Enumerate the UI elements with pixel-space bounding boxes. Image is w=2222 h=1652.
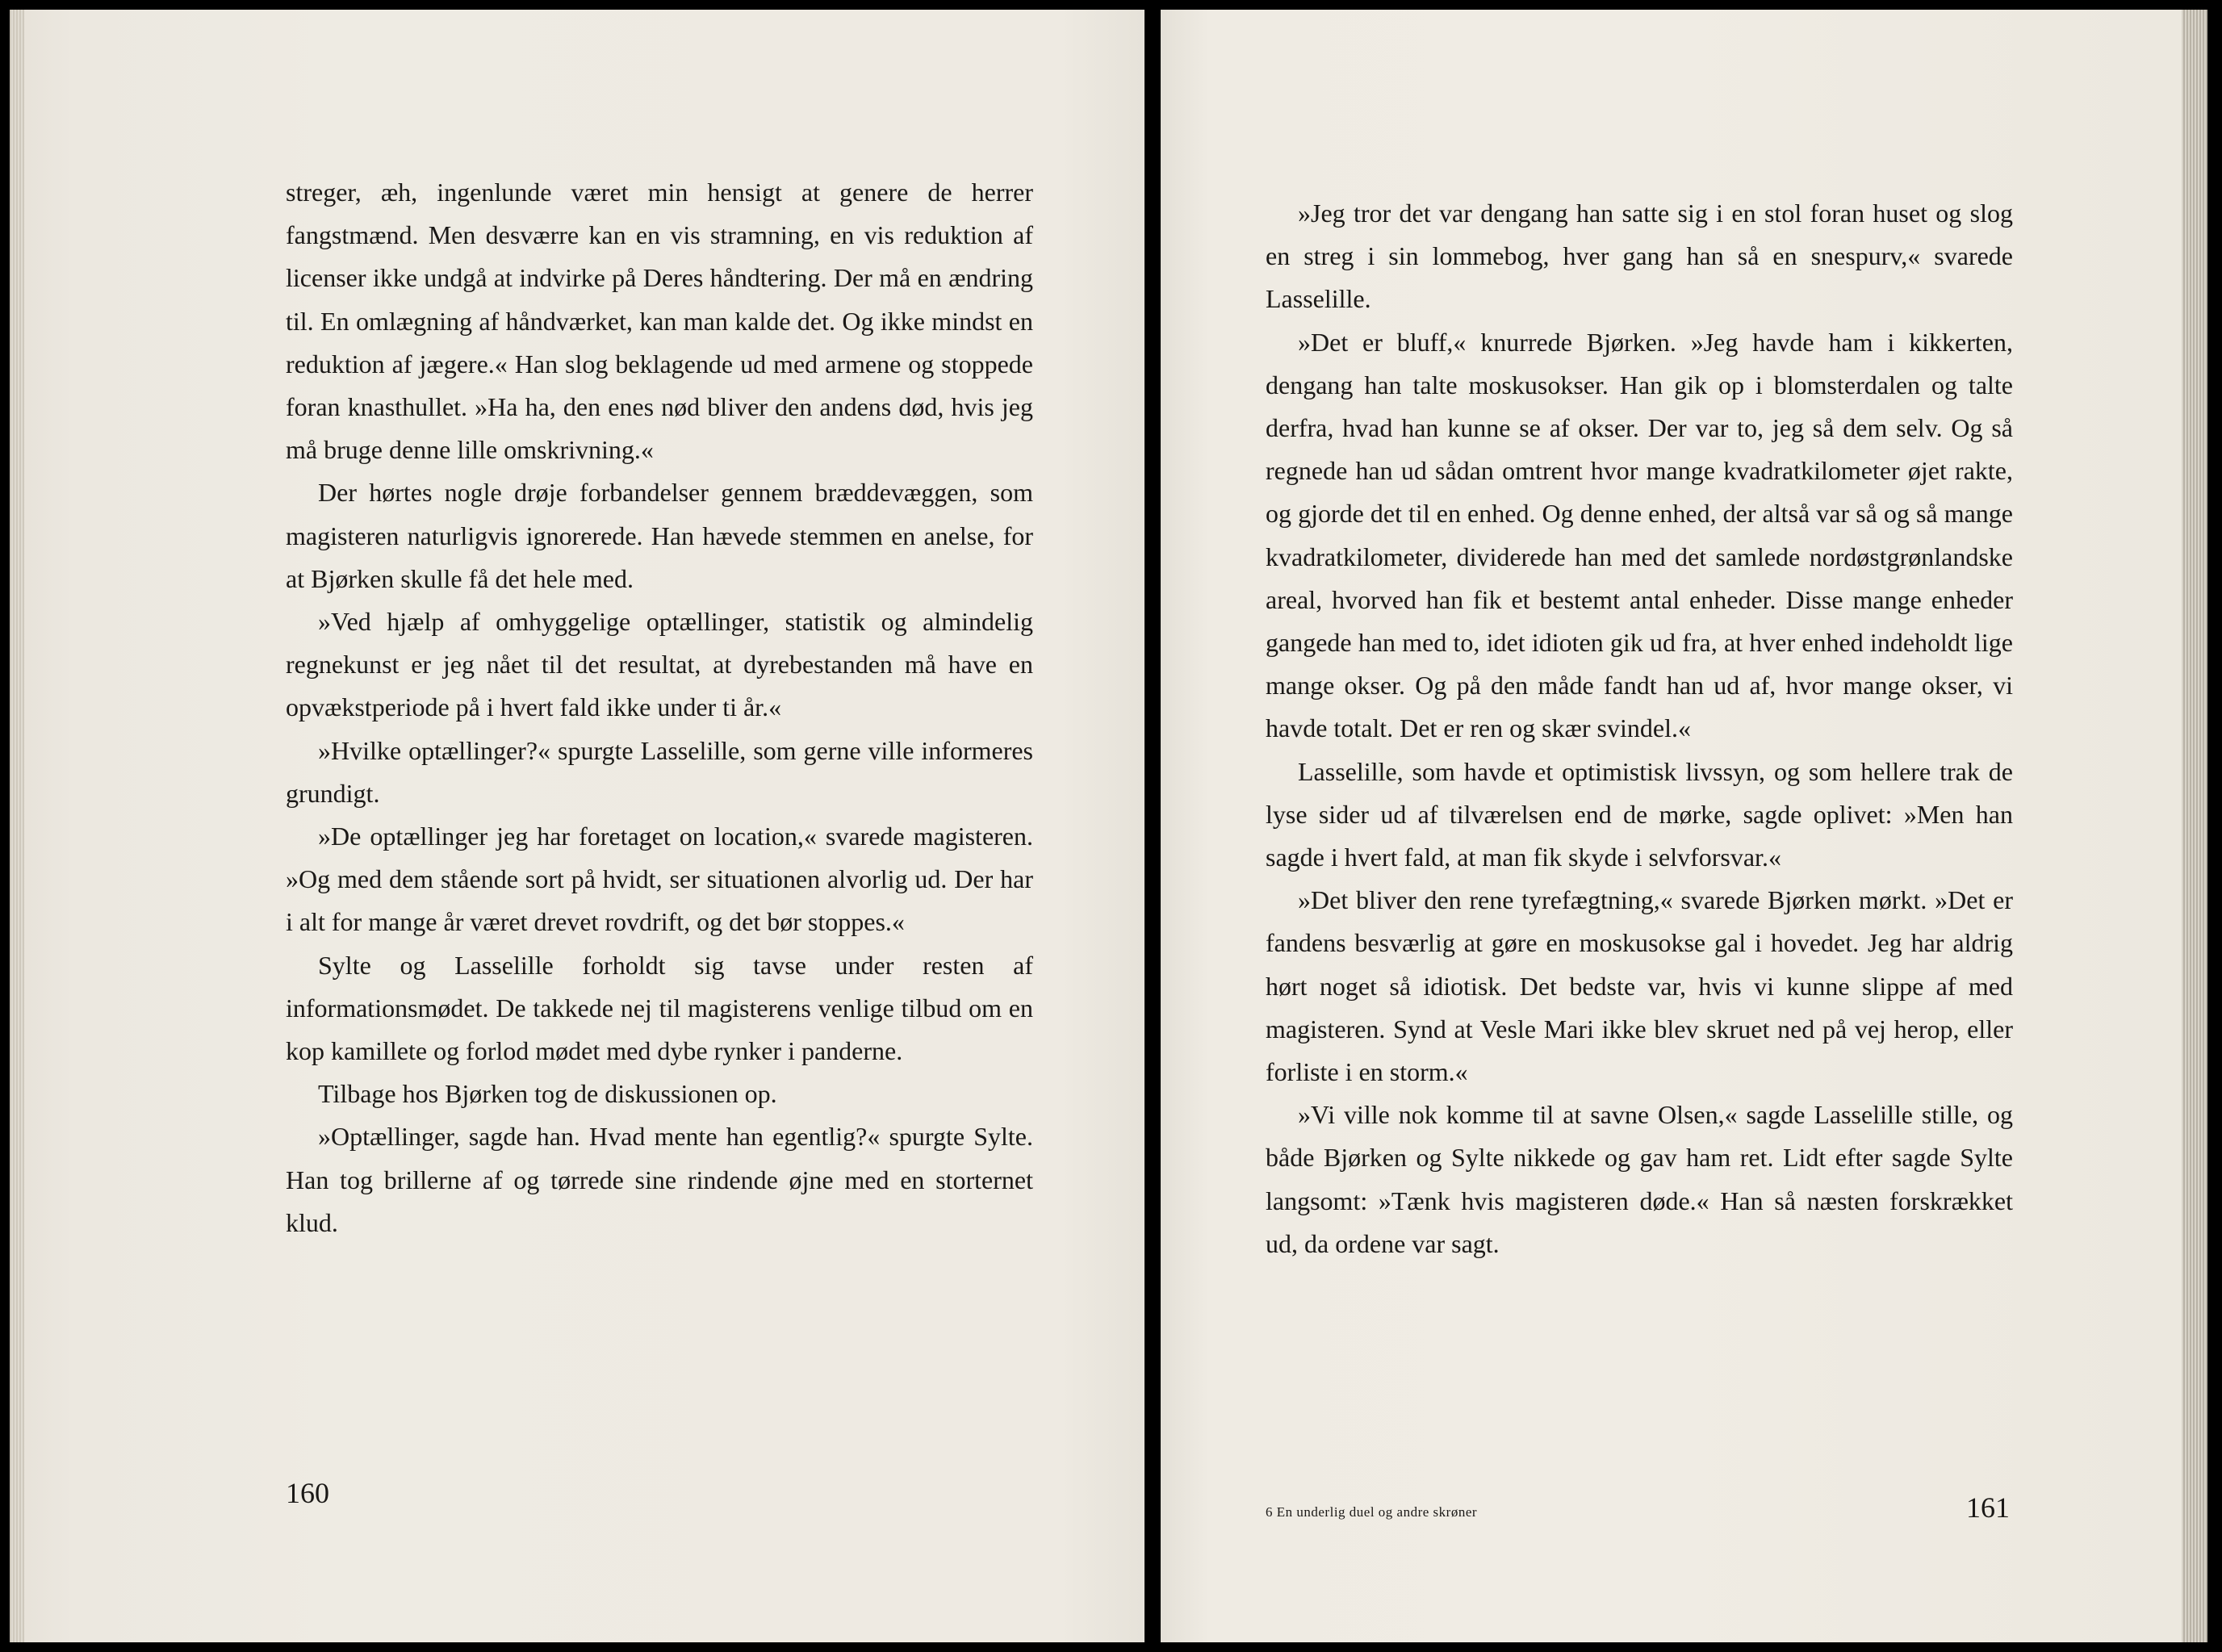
paragraph: »De optællinger jeg har foretaget on location,« svarede magisteren. »Og med dem stående sort på hvidt, ser situationen alvorlig ud. Der har i alt for mange år været drevet rovdrift, og det bør stoppes.«	[286, 822, 1033, 937]
paragraph: »Hvilke optællinger?« spurgte Lasselille, som gerne ville informeres grundigt.	[286, 735, 1033, 808]
paragraph: »Optællinger, sagde han. Hvad mente han egentlig?« spurgte Sylte. Han tog brillerne af og tørrede sine rindende øjne med en storternet klud.	[286, 1122, 1033, 1237]
paragraph: »Ved hjælp af omhyggelige optællinger, statistik og almindelig regnekunst er jeg nået til det resultat, at dyrebestanden må have en opvækstperiode på i hvert fald ikke under ti år.«	[286, 607, 1033, 722]
paragraph: streger, æh, ingenlunde været min hensigt at genere de herrer fangstmænd. Men desværre kan en vis stramning, en vis reduktion af licenser ikke undgå at indvirke på Deres håndtering. Der må en ændring til. En omlægning af håndværket, kan man kalde det. Og ikke mindst en reduktion af jægere.« Han slog beklagende ud med armene og stoppede foran knasthullet. »Ha ha, den enes nød bliver den andens død, hvis jeg må bruge denne lille omskrivning.«	[286, 178, 1033, 465]
paragraph: Tilbage hos Bjørken tog de diskussionen op.	[318, 1079, 777, 1109]
page-number: 161	[1966, 1491, 2010, 1524]
right-page-text	[1266, 192, 2013, 1265]
paragraph: »Jeg tror det var dengang han satte sig i en stol foran huset og slog en streg i sin lommebog, hver gang han så en snespurv,« svarede Lasselille.	[1266, 199, 2013, 314]
paragraph: Der hørtes nogle drøje forbandelser gennem bræddevæggen, som magisteren naturligvis ignorerede. Han hævede stemmen en anelse, for at Bjørken skulle få det hele med.	[286, 478, 1033, 593]
page-number: 160	[286, 1477, 329, 1509]
page-stack-edge-left	[10, 10, 24, 1642]
paragraph: »Vi ville nok komme til at savne Olsen,« sagde Lasselille stille, og både Bjørken og Sylte nikkede og gav ham ret. Lidt efter sagde Sylte langsomt: »Tænk hvis magisteren døde.« Han så næsten forskrækket ud, da ordene var sagt.	[1266, 1100, 2013, 1258]
paragraph: »Det bliver den rene tyrefægtning,« svarede Bjørken mørkt. »Det er fandens besværlig at gøre en moskusokse gal i hovedet. Jeg har aldrig hørt noget så idiotisk. Det bedste var, hvis vi kunne slippe af med magisteren. Synd at Vesle Mari ikke blev skruet ned på vej herop, eller forliste i en storm.«	[1266, 885, 2013, 1087]
paragraph: »Det er bluff,« knurrede Bjørken. »Jeg havde ham i kikkerten, dengang han talte moskusokser. Han gik op i blomsterdalen og talte derfra, hvad han kunne se af okser. Der var to, jeg så dem selv. Og så regnede han ud sådan omtrent hvor mange kvadratkilometer øjet rakte, og gjorde det til en enhed. Og denne enhed, der altså var så og så mange kvadratkilometer, dividerede han med det samlede nordøstgrønlandske areal, hvorved han fik et bestemt antal enheder. Disse mange enheder gangede han med to, idet idioten gik ud fra, at hver enhed indeholdt lige mange okser. Og på den måde fandt han ud af, hvor mange okser, vi havde totalt. Det er ren og skær svindel.«	[1266, 327, 2013, 743]
page-stack-edge-right	[2182, 10, 2207, 1642]
signature-mark: 6 En underlig duel og andre skrøner	[1266, 1504, 1478, 1520]
right-page	[1161, 10, 2182, 1642]
paragraph: Lasselille, som havde et optimistisk livssyn, og som hellere trak de lyse sider ud af tilværelsen end de mørke, sagde oplivet: »Men han sagde i hvert fald, at man fik skyde i selvforsvar.«	[1266, 756, 2013, 872]
left-page-text	[286, 171, 1033, 1244]
paragraph: Sylte og Lasselille forholdt sig tavse under resten af informationsmødet. De takkede nej til magisterens venlige tilbud om en kop kamillete og forlod mødet med dybe rynker i panderne.	[286, 950, 1033, 1066]
left-page	[10, 10, 1144, 1642]
